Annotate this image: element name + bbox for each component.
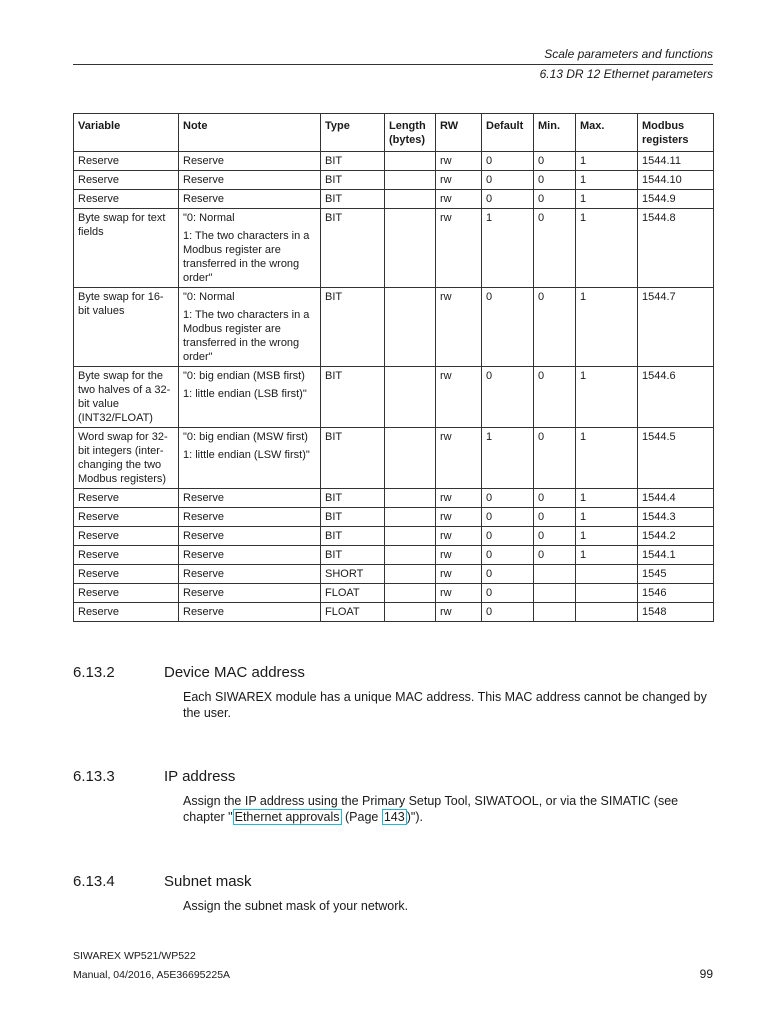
cell-default: 0 [482,288,534,367]
cell-length [385,546,436,565]
cell-variable: Reserve [74,603,179,622]
cell-rw: rw [436,603,482,622]
cell-length [385,584,436,603]
cell-min: 0 [534,508,576,527]
note-paragraph: Reserve [183,549,224,561]
note-paragraph: Reserve [183,530,224,542]
cell-max [576,584,638,603]
cell-min: 0 [534,428,576,489]
cell-note [179,209,321,288]
cell-modbus: 1546 [638,584,714,603]
cell-length [385,603,436,622]
cell-modbus: 1544.6 [638,367,714,428]
cell-min: 0 [534,209,576,288]
cell-min: 0 [534,367,576,428]
cell-rw: rw [436,288,482,367]
cell-variable: Reserve [74,565,179,584]
note-paragraph: Reserve [183,606,224,618]
cell-type: BIT [321,546,385,565]
column-header-min: Min. [534,114,576,152]
cell-modbus: 1544.5 [638,428,714,489]
column-header-default: Default [482,114,534,152]
ip-body-after: )"). [406,810,423,824]
cell-note [179,288,321,367]
section-number-ip: 6.13.3 [73,768,115,785]
cell-default: 0 [482,367,534,428]
table-row [74,546,714,565]
column-header-modbus: Modbus registers [638,114,714,152]
cell-modbus: 1544.4 [638,489,714,508]
cell-note [179,527,321,546]
cell-max: 1 [576,508,638,527]
table-header-row [74,114,714,152]
column-header-rw: RW [436,114,482,152]
cell-default: 0 [482,190,534,209]
cell-rw: rw [436,367,482,428]
cell-rw: rw [436,152,482,171]
cell-max: 1 [576,209,638,288]
cell-default: 0 [482,527,534,546]
cell-length [385,152,436,171]
cell-default: 0 [482,171,534,190]
cell-rw: rw [436,190,482,209]
table-row [74,489,714,508]
table-row [74,565,714,584]
cell-note [179,152,321,171]
cell-max: 1 [576,527,638,546]
cell-rw: rw [436,565,482,584]
cell-note [179,603,321,622]
table-row [74,288,714,367]
table-row [74,367,714,428]
note-paragraph: Reserve [183,587,224,599]
cell-type: SHORT [321,565,385,584]
cell-modbus: 1544.11 [638,152,714,171]
cell-default: 1 [482,209,534,288]
cell-variable: Reserve [74,190,179,209]
cell-min [534,565,576,584]
note-paragraph: Reserve [183,492,224,504]
cell-note [179,428,321,489]
cell-variable: Byte swap for text fields [74,209,179,288]
cell-default: 0 [482,152,534,171]
note-paragraph: 1: little endian (LSW first)" [183,449,310,461]
cell-modbus: 1544.9 [638,190,714,209]
cell-rw: rw [436,209,482,288]
table-row [74,584,714,603]
cell-variable: Reserve [74,584,179,603]
cell-note [179,546,321,565]
table-row [74,508,714,527]
cell-type: FLOAT [321,584,385,603]
section-body-mac: Each SIWAREX module has a unique MAC address. This MAC address cannot be changed by the user. [183,690,707,720]
cell-variable: Reserve [74,171,179,190]
cell-default: 0 [482,565,534,584]
table-row [74,209,714,288]
cell-default: 0 [482,584,534,603]
cell-modbus: 1545 [638,565,714,584]
cell-min: 0 [534,527,576,546]
cell-length [385,209,436,288]
cell-variable: Reserve [74,527,179,546]
cell-type: BIT [321,152,385,171]
cell-modbus: 1544.8 [638,209,714,288]
cell-default: 0 [482,508,534,527]
cell-rw: rw [436,171,482,190]
note-paragraph: Reserve [183,511,224,523]
table-row [74,527,714,546]
cell-note [179,565,321,584]
cell-type: BIT [321,190,385,209]
cell-type: BIT [321,288,385,367]
cell-max: 1 [576,190,638,209]
cell-type: BIT [321,367,385,428]
ethernet-approvals-link[interactable]: Ethernet approvals [234,810,340,824]
cell-default: 1 [482,428,534,489]
cell-max [576,565,638,584]
section-title-ip: IP address [164,768,236,785]
cell-rw: rw [436,428,482,489]
cell-min [534,584,576,603]
cell-max: 1 [576,367,638,428]
cell-note [179,508,321,527]
note-paragraph: Reserve [183,174,224,186]
cell-type: FLOAT [321,603,385,622]
cell-type: BIT [321,209,385,288]
table-row [74,190,714,209]
cell-length [385,190,436,209]
cell-type: BIT [321,508,385,527]
cell-min: 0 [534,489,576,508]
section-body-ip [183,793,723,825]
cell-default: 0 [482,546,534,565]
note-paragraph: 1: The two characters in a Modbus register are transferred in the wrong order" [183,309,310,363]
page-number: 99 [699,967,713,981]
cell-min [534,603,576,622]
cell-variable: Reserve [74,546,179,565]
cell-type: BIT [321,489,385,508]
ip-body-before: Assign the IP address using the Primary Setup Tool, SIWATOOL, or via the SIMATIC (see chapter " [183,794,679,824]
cell-note [179,489,321,508]
cell-length [385,171,436,190]
section-title-mac: Device MAC address [164,664,305,681]
cell-rw: rw [436,584,482,603]
section-number-mac: 6.13.2 [73,664,115,681]
header-rule [73,64,713,65]
cell-default: 0 [482,603,534,622]
cell-rw: rw [436,508,482,527]
footer-product: SIWAREX WP521/WP522 [73,950,196,962]
note-paragraph: 1: The two characters in a Modbus register are transferred in the wrong order" [183,230,310,284]
cell-max: 1 [576,546,638,565]
cell-note [179,190,321,209]
ip-page-prefix: (Page [341,810,382,824]
section-title-subnet: Subnet mask [164,873,252,890]
cell-variable: Word swap for 32-bit integers (inter-changing the two Modbus registers) [74,428,179,489]
cell-variable: Reserve [74,152,179,171]
cell-variable: Byte swap for the two halves of a 32-bit value (INT32/FLOAT) [74,367,179,428]
note-paragraph: "0: Normal [183,291,235,303]
cell-modbus: 1544.1 [638,546,714,565]
cell-note [179,367,321,428]
cell-max: 1 [576,171,638,190]
cell-modbus: 1544.3 [638,508,714,527]
cell-length [385,367,436,428]
header-chapter: Scale parameters and functions [544,47,713,61]
note-paragraph: "0: Normal [183,212,235,224]
note-paragraph: 1: little endian (LSB first)" [183,388,307,400]
column-header-variable: Variable [74,114,179,152]
cell-length [385,527,436,546]
table-body [74,152,714,622]
column-header-length: Length (bytes) [385,114,436,152]
cell-rw: rw [436,527,482,546]
cell-variable: Reserve [74,508,179,527]
table-row [74,152,714,171]
cell-modbus: 1544.10 [638,171,714,190]
cell-min: 0 [534,152,576,171]
column-header-note: Note [179,114,321,152]
page-reference-link[interactable]: 143 [383,810,405,824]
note-paragraph: Reserve [183,568,224,580]
cell-length [385,508,436,527]
cell-min: 0 [534,288,576,367]
section-number-subnet: 6.13.4 [73,873,115,890]
cell-length [385,288,436,367]
cell-length [385,428,436,489]
note-paragraph: Reserve [183,155,224,167]
cell-length [385,489,436,508]
cell-note [179,584,321,603]
cell-type: BIT [321,171,385,190]
column-header-type: Type [321,114,385,152]
ethernet-parameters-table [73,113,714,622]
column-header-max: Max. [576,114,638,152]
cell-min: 0 [534,190,576,209]
cell-max [576,603,638,622]
cell-min: 0 [534,546,576,565]
table-row [74,603,714,622]
table-row [74,428,714,489]
cell-variable: Byte swap for 16-bit values [74,288,179,367]
cell-max: 1 [576,428,638,489]
cell-max: 1 [576,489,638,508]
cell-min: 0 [534,171,576,190]
cell-max: 1 [576,152,638,171]
header-section: 6.13 DR 12 Ethernet parameters [539,67,713,81]
footer-manual: Manual, 04/2016, A5E36695225A [73,969,231,981]
note-paragraph: Reserve [183,193,224,205]
cell-variable: Reserve [74,489,179,508]
cell-rw: rw [436,546,482,565]
cell-max: 1 [576,288,638,367]
cell-modbus: 1548 [638,603,714,622]
cell-length [385,565,436,584]
cell-default: 0 [482,489,534,508]
note-paragraph: "0: big endian (MSW first) [183,431,308,443]
cell-modbus: 1544.7 [638,288,714,367]
section-body-subnet: Assign the subnet mask of your network. [183,899,409,913]
cell-modbus: 1544.2 [638,527,714,546]
cell-type: BIT [321,527,385,546]
table-row [74,171,714,190]
note-paragraph: "0: big endian (MSB first) [183,370,305,382]
cell-rw: rw [436,489,482,508]
cell-type: BIT [321,428,385,489]
cell-note [179,171,321,190]
